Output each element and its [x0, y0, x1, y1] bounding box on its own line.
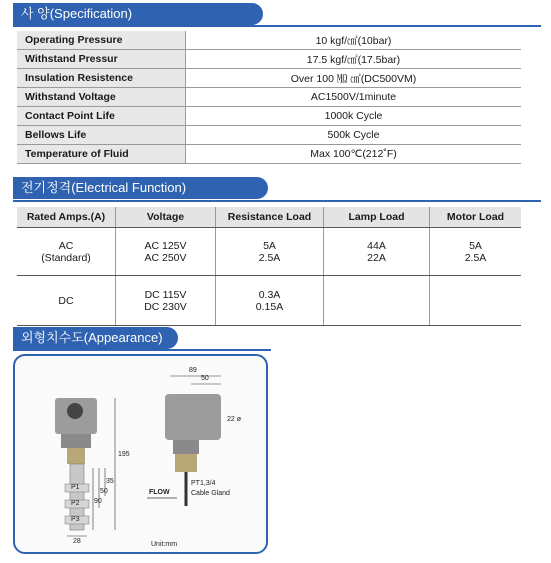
label-unit: Unit:mm [151, 541, 178, 548]
spec-label: Contact Point Life [17, 107, 186, 126]
spec-label: Withstand Voltage [17, 88, 186, 107]
dim-label-28: 28 [73, 538, 81, 545]
cell-lamp [324, 276, 430, 326]
spec-value: 17.5 kgf/㎠(17.5bar) [186, 50, 522, 69]
label-cable-gland: Cable Gland [191, 490, 230, 497]
cell-rated: AC (Standard) [17, 228, 116, 276]
header-motor-load: Motor Load [430, 207, 522, 228]
header-rated-amps: Rated Amps.(A) [17, 207, 116, 228]
spec-value: Max 100℃(212˚F) [186, 145, 522, 164]
spec-label: Temperature of Fluid [17, 145, 186, 164]
label-p2: P2 [71, 500, 80, 507]
appearance-section-rule [13, 349, 271, 351]
spec-label: Operating Pressure [17, 31, 186, 50]
dim-label-195: 195 [118, 451, 130, 458]
dim-label-50: 50 [100, 488, 108, 495]
dimension-drawing [15, 356, 266, 552]
cell-resistance: 0.3A 0.15A [216, 276, 324, 326]
spec-row [17, 107, 521, 126]
cell-rated: DC [17, 276, 116, 326]
dim-label-89: 89 [189, 367, 197, 374]
electrical-row-dc [17, 276, 521, 326]
switch-neck-left [61, 434, 91, 448]
spec-row [17, 69, 521, 88]
electrical-section-rule [13, 200, 541, 202]
switch-head-right [165, 394, 221, 440]
dim-label-90: 90 [94, 498, 102, 505]
spec-row [17, 126, 521, 145]
cell-resistance: 5A 2.5A [216, 228, 324, 276]
label-p3: P3 [71, 516, 80, 523]
label-pt-thread: PT1,3/4 [191, 480, 216, 487]
cell-motor [430, 276, 522, 326]
header-lamp-load: Lamp Load [324, 207, 430, 228]
cell-voltage: AC 125V AC 250V [116, 228, 216, 276]
spec-value: 500k Cycle [186, 126, 522, 145]
spec-value: 1000k Cycle [186, 107, 522, 126]
switch-neck-right [173, 440, 199, 454]
header-voltage: Voltage [116, 207, 216, 228]
spec-row [17, 88, 521, 107]
spec-row [17, 145, 521, 164]
cell-motor: 5A 2.5A [430, 228, 522, 276]
dim-label-50-top: 50 [201, 375, 209, 382]
label-flow: FLOW [149, 489, 170, 496]
spec-label: Bellows Life [17, 126, 186, 145]
label-p1: P1 [71, 484, 80, 491]
dim-label-22-dia: 22 ø [227, 416, 242, 423]
electrical-row-ac [17, 228, 521, 276]
cable-port-left [67, 403, 83, 419]
spec-row [17, 50, 521, 69]
spec-section-title: 사 양(Specification) [13, 3, 263, 25]
hex-fitting-left [67, 448, 85, 464]
electrical-header-row [17, 207, 521, 228]
electrical-section-title: 전기정격(Electrical Function) [13, 177, 268, 199]
spec-value: 10 kgf/㎠(10bar) [186, 31, 522, 50]
spec-label: Insulation Resistence [17, 69, 186, 88]
appearance-drawing-panel [13, 354, 268, 554]
spec-value: AC1500V/1minute [186, 88, 522, 107]
cell-voltage: DC 115V DC 230V [116, 276, 216, 326]
cell-lamp: 44A 22A [324, 228, 430, 276]
dim-label-35: 35 [106, 478, 114, 485]
spec-row [17, 31, 521, 50]
hex-fitting-right [175, 454, 197, 472]
electrical-table [17, 207, 521, 326]
spec-value: Over 100 ㏁ ㎠(DC500VM) [186, 69, 522, 88]
spec-table [17, 31, 521, 164]
header-resistance-load: Resistance Load [216, 207, 324, 228]
appearance-section-title: 외형치수도(Appearance) [13, 327, 178, 349]
spec-label: Withstand Pressur [17, 50, 186, 69]
spec-section-rule [13, 25, 541, 27]
